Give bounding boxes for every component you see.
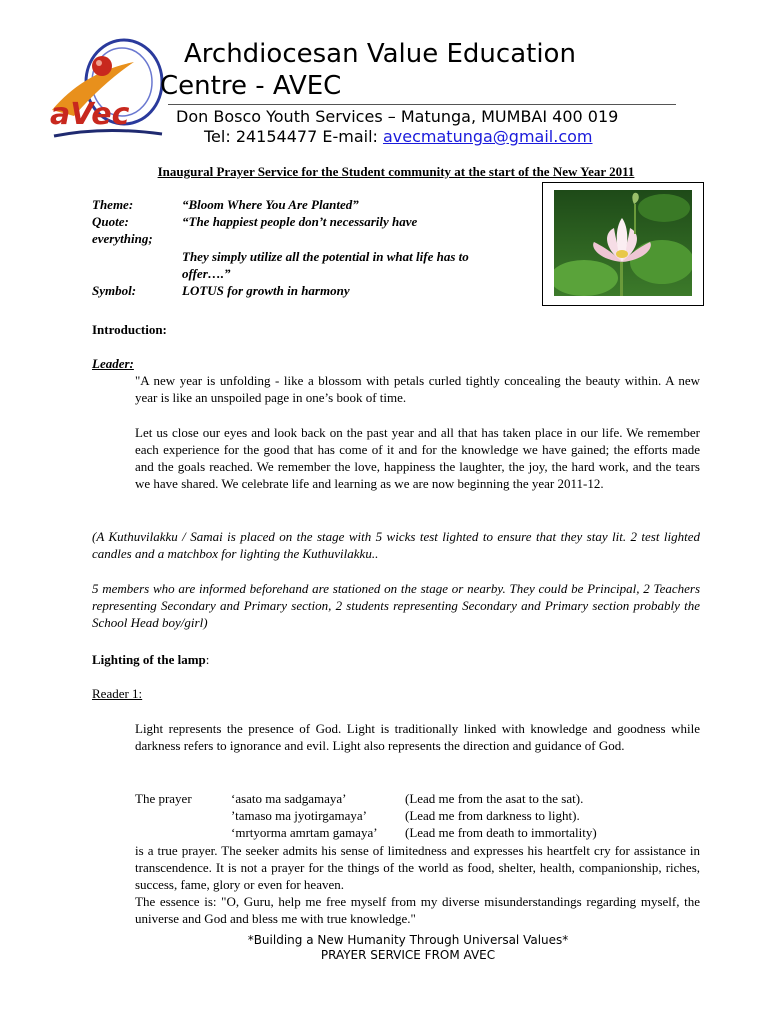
- lamp-colon: :: [205, 652, 210, 667]
- quote-continuation: everything;: [92, 231, 153, 246]
- org-tel: Tel: 24154477 E-mail:: [204, 127, 383, 146]
- document-heading: Inaugural Prayer Service for the Student community at the start of the New Year 2011: [157, 164, 635, 179]
- symbol-label: Symbol:: [92, 283, 137, 298]
- lotus-photo: [542, 182, 704, 306]
- reader-paragraph-2: is a true prayer. The seeker admits his sense of limitedness and expresses his heartfelt cry for assistance in transcendence. It is not a prayer for the things of the world as food, shelter, health, companionship, riches, success, fame, glory or even for heaven.: [135, 843, 700, 892]
- prayer-sanskrit: ‘asato ma sadgamaya’: [231, 791, 347, 806]
- prayer-meaning: (Lead me from death to immortality): [405, 825, 597, 840]
- theme-block: [92, 196, 532, 299]
- quote-label: Quote:: [92, 214, 129, 229]
- logo-wordmark: aVec: [50, 97, 130, 132]
- leader-heading: Leader:: [92, 356, 134, 371]
- email-link[interactable]: avecmatunga@gmail.com: [382, 127, 593, 146]
- org-title-line2: Centre - AVEC: [160, 71, 342, 101]
- lamp-label: Lighting of the lamp: [92, 652, 206, 667]
- header-divider: [168, 104, 676, 105]
- footer-motto: *Building a New Humanity Through Universal Values*: [247, 933, 569, 947]
- org-title-line1: Archdiocesan Value Education: [184, 39, 576, 69]
- leader-paragraph-1: "A new year is unfolding - like a blossom with petals curled tightly concealing the beauty within. A new year is like an unspoiled page in one’s book of time.: [135, 373, 700, 405]
- org-contact: [204, 127, 684, 147]
- quote-value: “The happiest people don’t necessarily have: [182, 214, 418, 229]
- prayer-sanskrit: ‘mrtyorma amrtam gamaya’: [231, 825, 378, 840]
- org-title: [160, 38, 680, 102]
- leader-paragraph-2: Let us close our eyes and look back on the past year and all that has taken place in our life. We remember each experience for the good that has come of it and for the knowledge we have gained; the efforts made and the goals reached. We remember the love, happiness the laughter, the joy, the hard work, and the tears we have shared. We celebrate life and learning as we are now beginning the year 2011-12.: [135, 425, 700, 491]
- prayer-intro: The prayer: [135, 791, 192, 806]
- prayer-row: [135, 807, 700, 824]
- prayer-meaning: (Lead me from the asat to the sat).: [405, 791, 584, 806]
- quote-line3: offer….”: [182, 266, 231, 281]
- lotus-image: [554, 190, 692, 296]
- avec-logo: [44, 32, 172, 150]
- prayer-sanskrit: ’tamaso ma jyotirgamaya’: [231, 808, 367, 823]
- prayer-meaning: (Lead me from darkness to light).: [405, 808, 580, 823]
- prayer-row: [135, 824, 700, 841]
- prayer-row: [135, 790, 700, 807]
- introduction-heading: Introduction:: [92, 322, 167, 337]
- theme-label: Theme:: [92, 197, 134, 212]
- reader-paragraph-1: Light represents the presence of God. Light is traditionally linked with knowledge and goodness while darkness refers to ignorance and evil. Light also represents the direction and guidance of God.: [135, 721, 700, 753]
- org-address: Don Bosco Youth Services – Matunga, MUMBAI 400 019: [176, 107, 619, 126]
- page-footer: [100, 933, 716, 963]
- reader-paragraph-3: The essence is: "O, Guru, help me free myself from my diverse misunderstandings regarding myself, the universe and God and bless me with true knowledge.": [135, 894, 700, 926]
- prayer-block: [135, 790, 700, 841]
- footer-title: PRAYER SERVICE FROM AVEC: [320, 948, 496, 962]
- quote-line2: They simply utilize all the potential in what life has to: [182, 249, 469, 264]
- stage-note-1: (A Kuthuvilakku / Samai is placed on the stage with 5 wicks test lighted to ensure that they stay lit. 2 test lighted candles and a matchbox for lighting the Kuthuvilakku..: [92, 529, 700, 561]
- reader-heading: Reader 1:: [92, 686, 143, 701]
- theme-value: “Bloom Where You Are Planted”: [182, 197, 359, 212]
- lamp-heading: [92, 651, 392, 668]
- stage-note-2: 5 members who are informed beforehand are stationed on the stage or nearby. They could be Principal, 2 Teachers representing Secondary and Primary section, 2 students representing Secondary and Primary section probably the School Head boy/girl): [92, 581, 700, 630]
- symbol-value: LOTUS for growth in harmony: [182, 283, 350, 298]
